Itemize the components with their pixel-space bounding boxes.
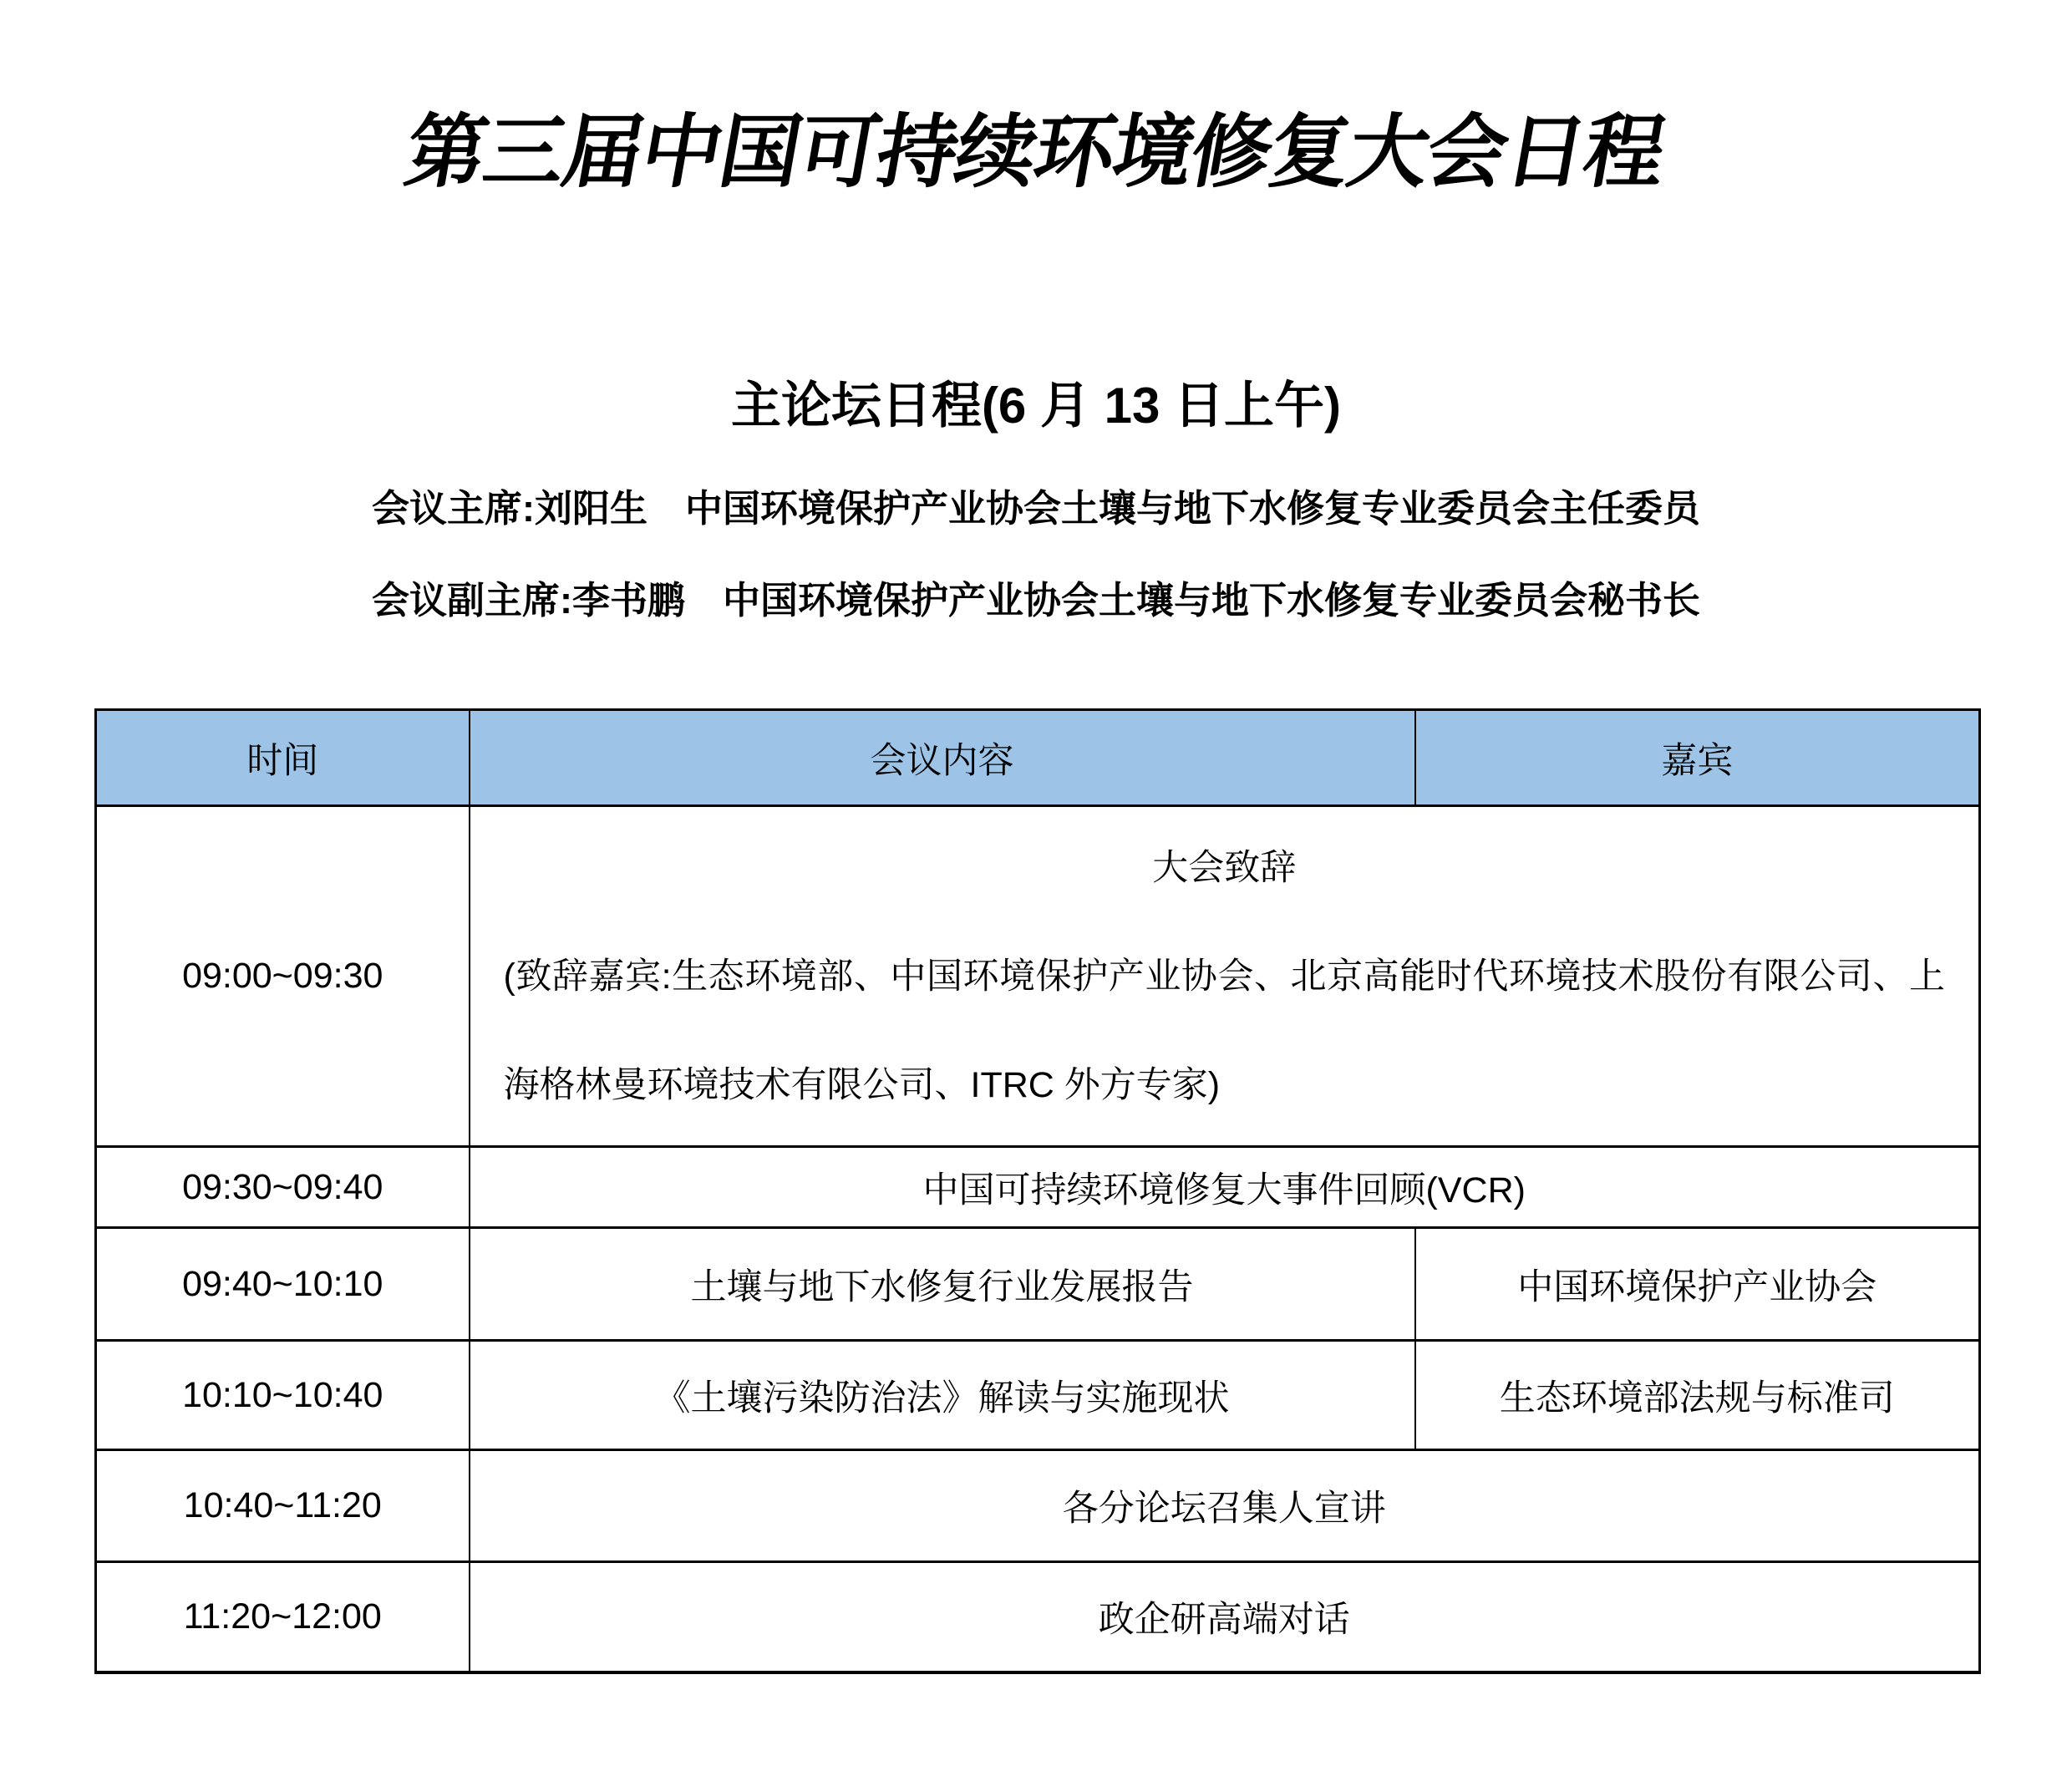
- time-cell: 09:00~09:30: [96, 806, 470, 1147]
- table-row: [96, 1341, 1980, 1450]
- vice-chair-line: 会议副主席:李书鹏 中国环境保护产业协会土壤与地下水修复专业委员会秘书长: [372, 579, 1700, 622]
- guest-cell: 中国环境保护产业协会: [1415, 1228, 1980, 1341]
- time-cell: 10:10~10:40: [96, 1341, 470, 1450]
- table-row: [96, 1562, 1980, 1672]
- table-row: [96, 806, 1980, 1147]
- table-row: [96, 1450, 1980, 1562]
- table-header-row: [96, 710, 1980, 806]
- time-cell: 11:20~12:00: [96, 1562, 470, 1672]
- session-title: 大会致辞: [1152, 847, 1297, 888]
- content-cell: 土壤与地下水修复行业发展报告: [470, 1228, 1415, 1341]
- table-row: [96, 1228, 1980, 1341]
- content-cell: [470, 806, 1980, 1147]
- content-cell: 中国可持续环境修复大事件回顾(VCR): [470, 1147, 1980, 1228]
- time-cell: 09:40~10:10: [96, 1228, 470, 1341]
- agenda-table: [94, 708, 1981, 1674]
- guest-cell: 生态环境部法规与标准司: [1415, 1341, 1980, 1450]
- content-cell: 《土壤污染防治法》解读与实施现状: [470, 1341, 1415, 1450]
- time-cell: 09:30~09:40: [96, 1147, 470, 1228]
- time-cell: 10:40~11:20: [96, 1450, 470, 1562]
- content-cell: 政企研高端对话: [470, 1562, 1980, 1672]
- header-cell-content: 会议内容: [470, 710, 1415, 806]
- session-detail: (致辞嘉宾:生态环境部、中国环境保护产业协会、北京高能时代环境技术股份有限公司、上海格林曼环境技术有限公司、ITRC 外方专家): [503, 956, 1945, 1105]
- table-row: [96, 1147, 1980, 1228]
- header-cell-guest: 嘉宾: [1415, 710, 1980, 806]
- forum-subtitle: 主论坛日程(6 月 13 日上午): [730, 378, 1342, 434]
- chair-line: 会议主席:刘阳生 中国环境保护产业协会土壤与地下水修复专业委员会主任委员: [372, 487, 1700, 530]
- page-title-text: 第三届中国可持续环境修复大会日程: [398, 104, 1672, 199]
- content-cell: 各分论坛召集人宣讲: [470, 1450, 1980, 1562]
- header-cell-time: 时间: [96, 710, 470, 806]
- page-title: [0, 89, 2072, 203]
